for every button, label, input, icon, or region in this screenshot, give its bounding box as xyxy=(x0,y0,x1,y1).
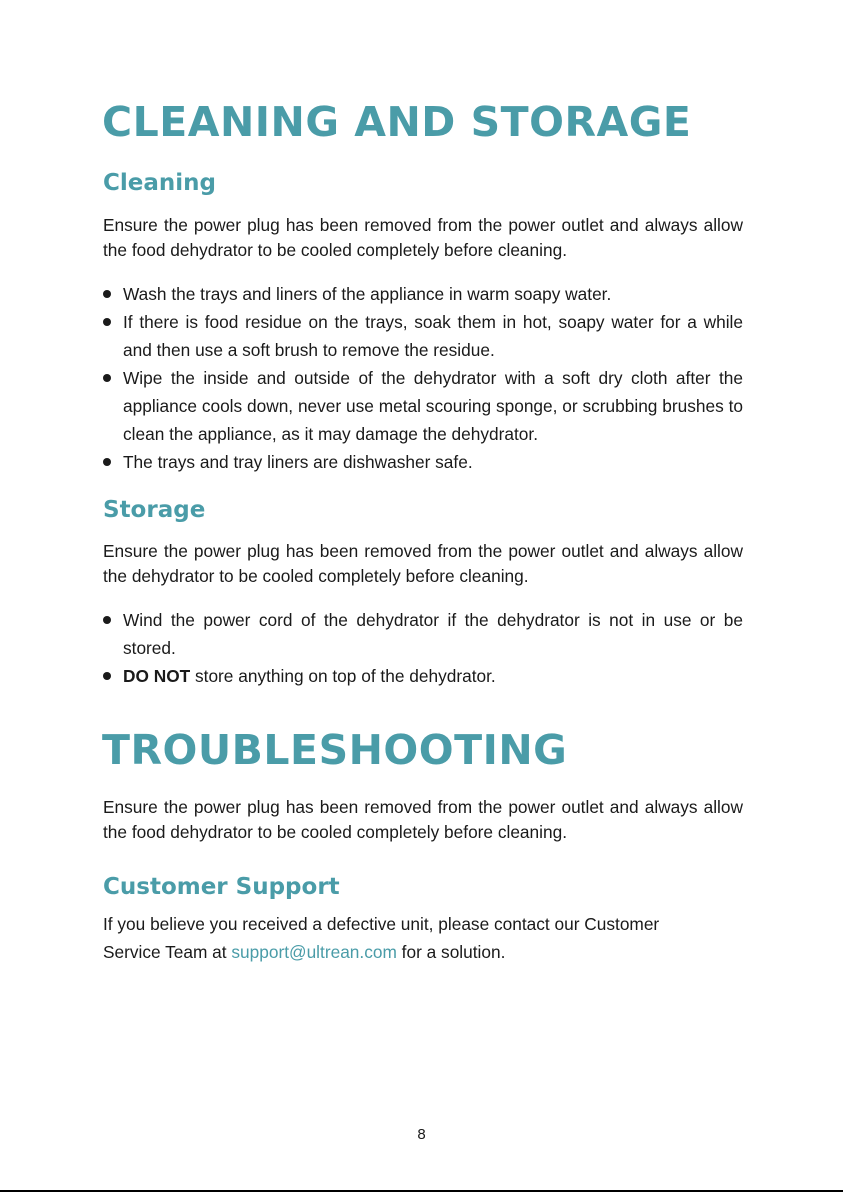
support-email-link[interactable]: support@ultrean.com xyxy=(231,942,397,962)
subheading-storage: Storage xyxy=(103,497,206,523)
bullet-icon xyxy=(103,290,111,298)
list-item xyxy=(103,308,743,364)
list-item xyxy=(103,448,743,476)
list-item xyxy=(103,662,743,690)
cleaning-intro-paragraph: Ensure the power plug has been removed from the power outlet and always allow the food dehydrator to be cooled completely before cleaning. xyxy=(103,215,743,260)
page-number: 8 xyxy=(417,1126,426,1143)
support-line-2-suffix: for a solution. xyxy=(396,942,506,962)
list-item-text: Wind the power cord of the dehydrator if the dehydrator is not in use or be stored. xyxy=(123,610,743,658)
cleaning-bullet-list xyxy=(103,280,743,476)
storage-intro-paragraph: Ensure the power plug has been removed from the power outlet and always allow the dehydrator to be cooled completely before cleaning. xyxy=(103,541,743,586)
support-line-1: If you believe you received a defective unit, please contact our Customer xyxy=(103,914,660,934)
list-item-text: If there is food residue on the trays, soak them in hot, soapy water for a while and then use a soft brush to remove the residue. xyxy=(123,312,743,360)
list-item-text-rest: store anything on top of the dehydrator. xyxy=(190,666,496,686)
bullet-icon xyxy=(103,318,111,326)
list-item-text: Wash the trays and liners of the appliance in warm soapy water. xyxy=(123,284,612,304)
do-not-emphasis: DO NOT xyxy=(123,666,191,686)
bullet-icon xyxy=(103,616,111,624)
bullet-icon xyxy=(103,374,111,382)
bullet-icon xyxy=(103,458,111,466)
subheading-customer-support: Customer Support xyxy=(103,874,340,900)
list-item-text: Wipe the inside and outside of the dehydrator with a soft dry cloth after the appliance cools down, never use metal scouring sponge, or scrubbing brushes to clean the appliance, as it may damage the dehydrator. xyxy=(123,368,743,444)
list-item xyxy=(103,280,743,308)
support-line-2-prefix: Service Team at xyxy=(103,942,232,962)
section-title-troubleshooting: TROUBLESHOOTING xyxy=(102,726,568,774)
list-item xyxy=(103,364,743,448)
section-title-cleaning-storage: CLEANING AND STORAGE xyxy=(102,98,692,146)
storage-bullet-list xyxy=(103,606,743,690)
list-item-text xyxy=(123,662,743,690)
list-item xyxy=(103,606,743,662)
subheading-cleaning: Cleaning xyxy=(103,170,216,196)
bullet-icon xyxy=(103,672,111,680)
customer-support-paragraph xyxy=(103,910,743,966)
troubleshooting-intro-paragraph: Ensure the power plug has been removed from the power outlet and always allow the food dehydrator to be cooled completely before cleaning. xyxy=(103,797,743,842)
list-item-text: The trays and tray liners are dishwasher safe. xyxy=(123,452,473,472)
